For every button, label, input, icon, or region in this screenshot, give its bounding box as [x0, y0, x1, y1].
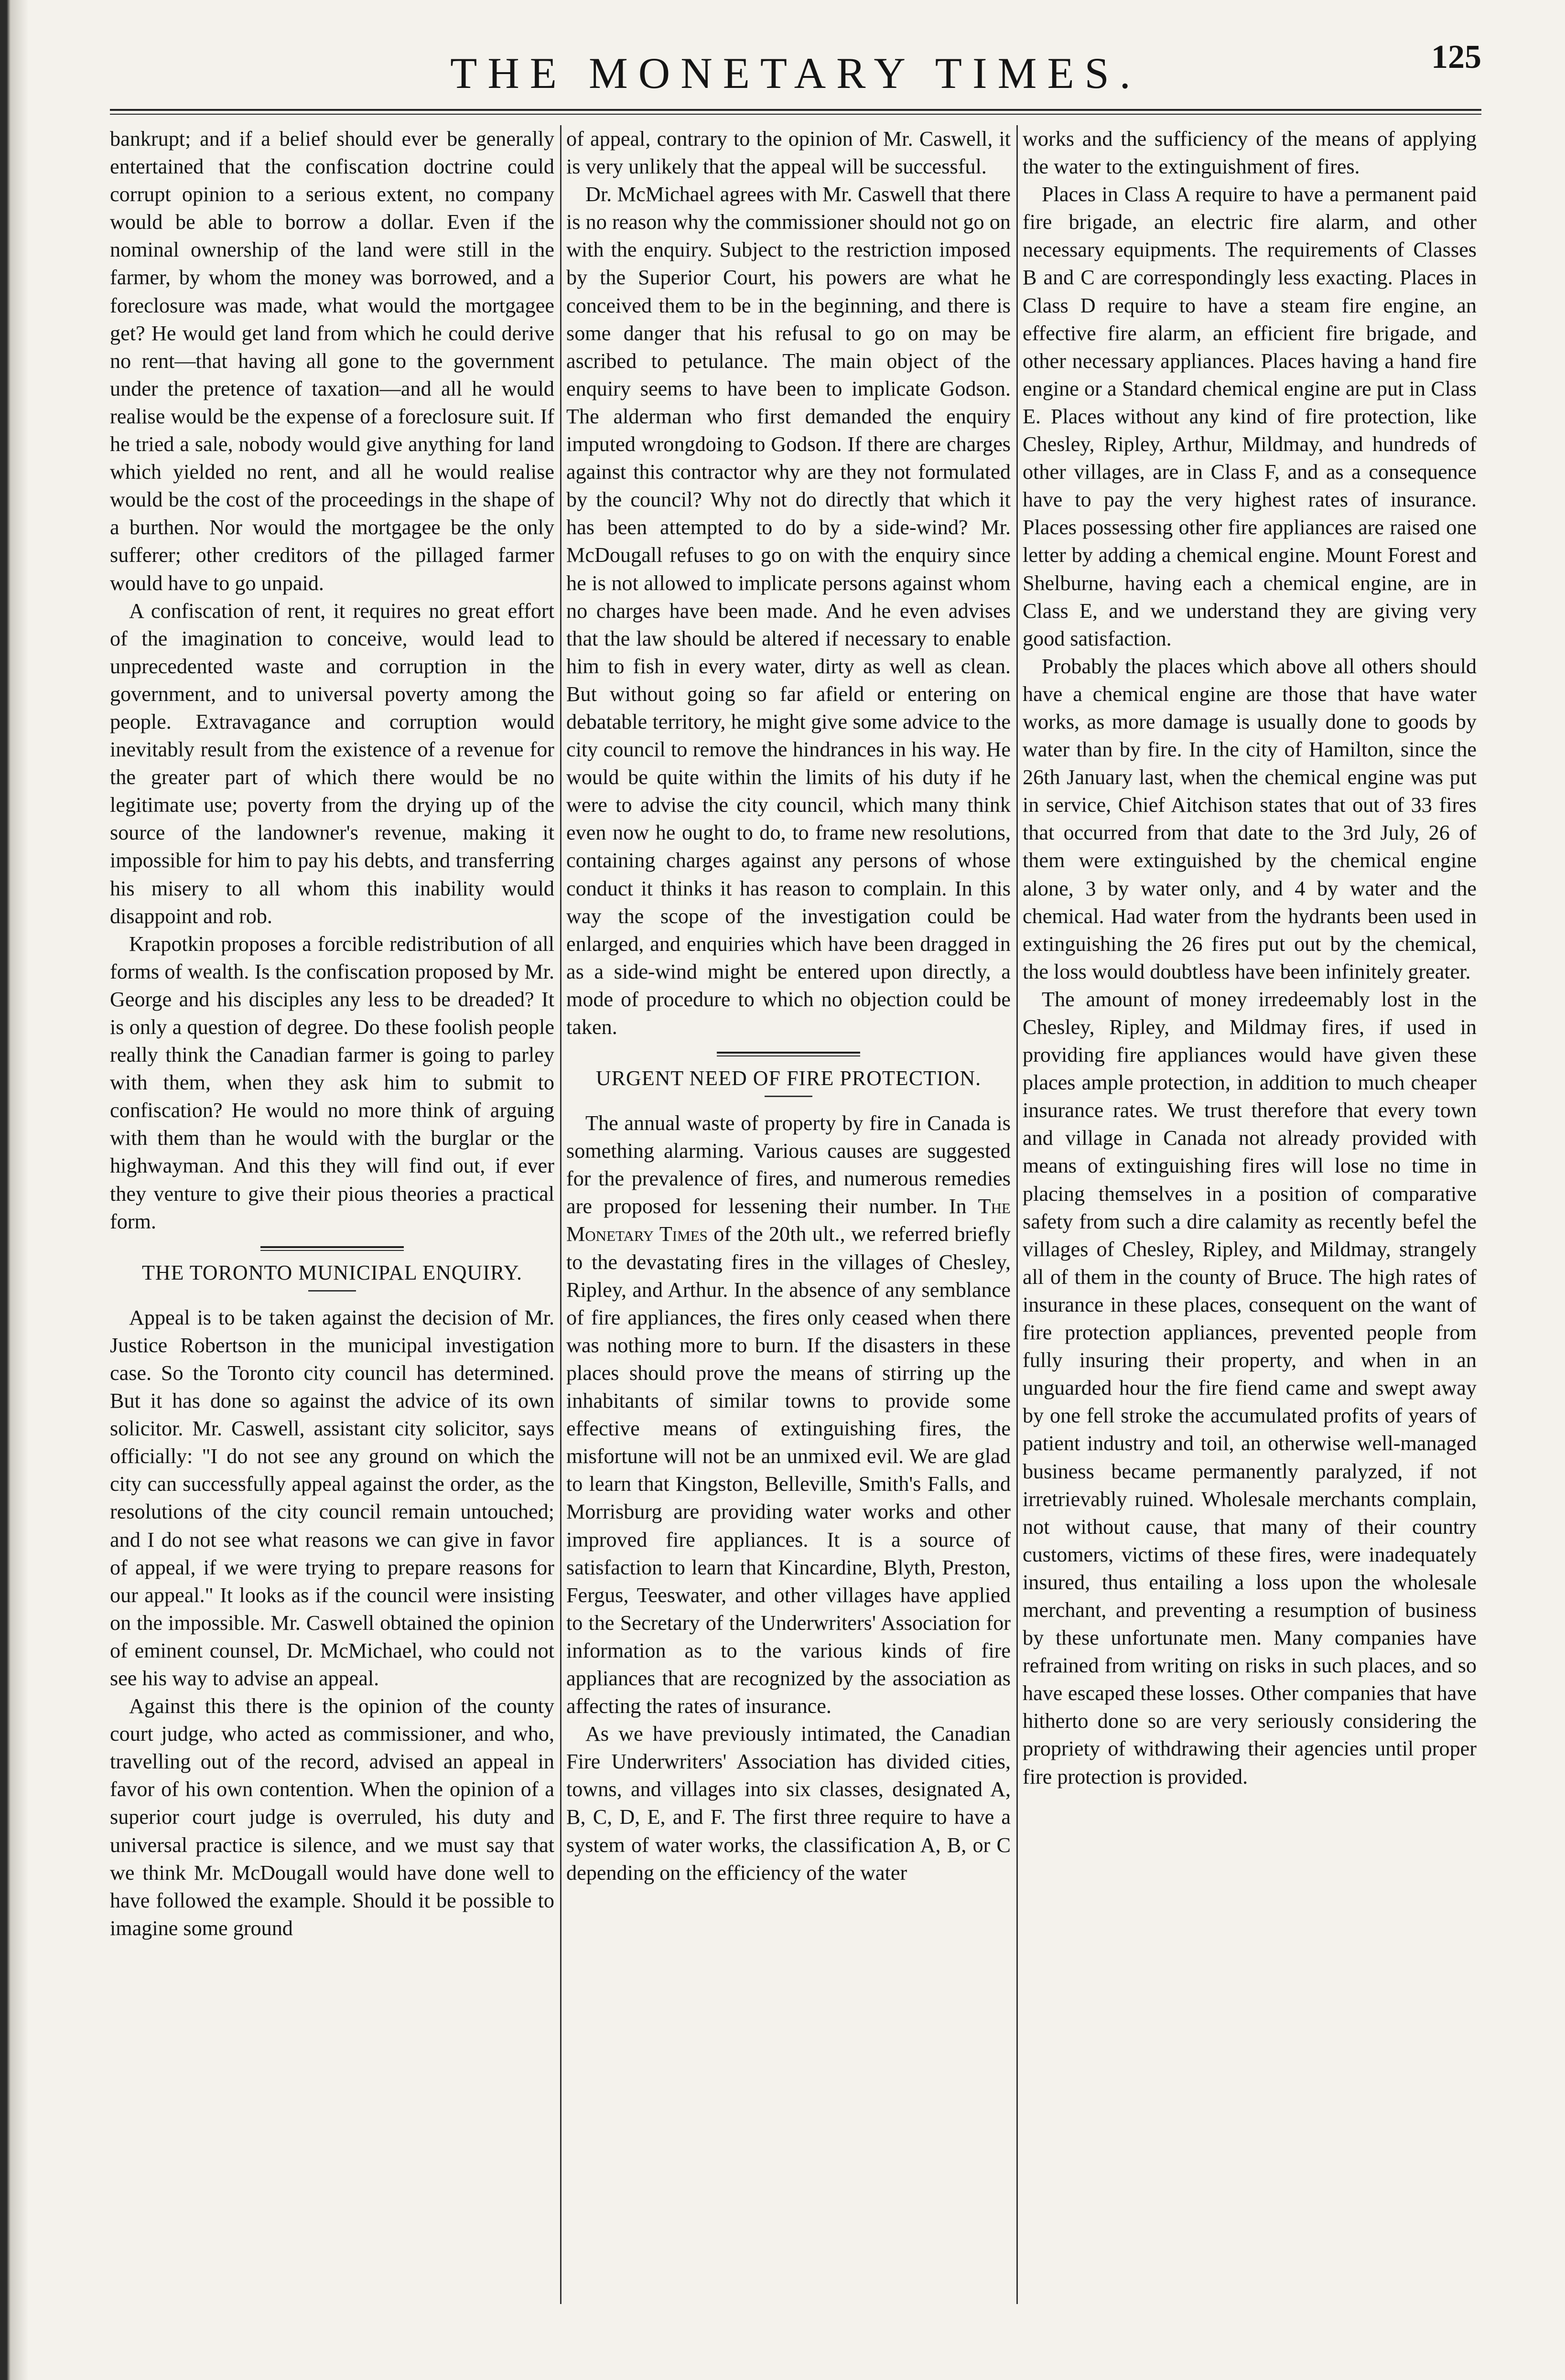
article-heading: THE TORONTO MUNICIPAL ENQUIRY.	[141, 1260, 522, 1284]
masthead-rule	[110, 109, 1481, 111]
column-divider	[560, 125, 561, 2304]
paragraph: bankrupt; and if a belief should ever be generally entertained that the confiscation doctrine could corrupt opinion to a serious extent, no company would be able to borrow a dollar. Even if the nominal ownership of the land were still in the farmer, by whom the money was borrowed, and a foreclosure was made, what would the mortgagee get? He would get land from which he could derive no rent—that having all gone to the government under the pretence of taxation—and all he would realise would be the expense of a foreclosure suit. If he tried a sale, nobody would give anything for land which yielded no rent, and all he would realise would be the cost of the proceedings in the shape of a burthen. Nor would the mortgagee be the only sufferer; other creditors of the pillaged farmer would have to go unpaid.	[110, 127, 554, 595]
paragraph: of appeal, contrary to the opinion of Mr. Caswell, it is very unlikely that the appeal will be successful.	[566, 127, 1011, 179]
paragraph-text: The annual waste of property by fire in Canada is something alarming. Various causes are suggested for the prevalence of fires, and numerous remedies are proposed for lessening their number. In	[566, 1111, 1011, 1218]
heading-rule	[308, 1290, 356, 1292]
article-heading: URGENT NEED OF FIRE PROTECTION.	[595, 1066, 982, 1090]
section-separator	[717, 1052, 860, 1056]
masthead	[110, 38, 1481, 119]
paragraph: Places in Class A require to have a permanent paid fire brigade, an electric fire alarm, and other necessary equipments. The requirements of Classes B and C are correspondingly less exacting. Places in Class D require to have a steam fire engine, an effective fire alarm, an efficient fire brigade, and other necessary appliances. Places having a hand fire engine or a Standard chemical engine are put in Class E. Places without any kind of fire protection, like Chesley, Ripley, Arthur, Mildmay, and hundreds of other villages, are in Class F, and as a consequence have to pay the very highest rates of insurance. Places possessing other fire appliances are raised one letter by adding a chemical engine. Mount Forest and Shelburne, having each a chemical engine, are in Class E, and we understand they are giving very good satisfaction.	[1023, 183, 1477, 650]
masthead-rule-thin	[110, 114, 1481, 115]
column-1	[110, 125, 554, 2304]
paragraph-text: of the 20th ult., we referred briefly to the devastating fires in the villages of Chesley, Ripley, and Arthur. In the absence of any semblance of fire appliances, the fires only ceased when there was nothing more to burn. If the disasters in these places should prove the means of stirring up the inhabitants of similar towns to provide some effective means of extinguishing fires, the misfortune will not be an unmixed evil. We are glad to learn that Kingston, Belleville, Smith's Falls, and Morrisburg are providing water works and other improved fire appliances. It is a source of satisfaction to learn that Kincardine, Blyth, Preston, Fergus, Teeswater, and other villages have applied to the Secretary of the Underwriters' Association for information as to the various kinds of fire appliances that are recognized by the association as affecting the rates of insurance.	[566, 1222, 1011, 1718]
publication-title: THE MONETARY TIMES.	[450, 49, 1141, 97]
paragraph: Appeal is to be taken against the decision of Mr. Justice Robertson in the municipal investigation case. So the Toronto city council has determined. But it has done so against the advice of its own solicitor. Mr. Caswell, assistant city solicitor, says officially: "I do not see any ground on which the city can successfully appeal against the order, as the resolutions of the city council remain untouched; and I do not see what reasons we can give in favor of appeal, if we were trying to prepare reasons for our appeal." It looks as if the council were insisting on the impossible. Mr. Caswell obtained the opinion of eminent counsel, Dr. McMichael, who could not see his way to advise an appeal.	[110, 1305, 554, 1690]
paragraph: Krapotkin proposes a forcible redistribution of all forms of wealth. Is the confiscation proposed by Mr. George and his disciples any less to be dreaded? It is only a question of degree. Do these foolish people really think the Canadian farmer is going to parley with them, when they ask him to submit to confiscation? He would no more think of arguing with them than he would with the burglar or the highwayman. And this they will find out, if ever they venture to give their pious theories a practical form.	[110, 932, 554, 1233]
page-number: 125	[1431, 39, 1481, 75]
section-separator	[260, 1246, 404, 1251]
paragraph: works and the sufficiency of the means of applying the water to the extinguishment of fires.	[1023, 127, 1477, 179]
paragraph: The amount of money irredeemably lost in the Chesley, Ripley, and Mildmay fires, if used in providing fire appliances would have given these places ample protection, in addition to much cheaper insurance rates. We trust therefore that every town and village in Canada not already provided with means of extinguishing fires will lose no time in placing themselves in a position of comparative safety from such a dire calamity as recently befel the villages of Chesley, Ripley, and Mildmay, strangely all of them in the county of Bruce. The high rates of insurance in these places, consequent on the want of fire protection appliances, prevented people from fully insuring their property, and when in an unguarded hour the fire fiend came and swept away by one fell stroke the accumulated profits of years of patient industry and toil, an otherwise well-managed business became permanently paralyzed, if not irretrievably ruined. Wholesale merchants complain, not without cause, that many of their country customers, victims of these fires, were inadequately insured, thus entailing a loss upon the wholesale merchant, and preventing a resumption of business by these unfortunate men. Many companies have refrained from writing on risks in such places, and so have escaped these losses. Other companies that have hitherto done so are very seriously considering the propriety of withdrawing their agencies until proper fire protection is provided.	[1023, 987, 1477, 1788]
paragraph: Against this there is the opinion of the county court judge, who acted as commissioner, and who, travelling out of the record, advised an appeal in favor of his own contention. When the opinion of a superior court judge is overruled, his duty and universal practice is silence, and we must say that we think Mr. McDougall would have done well to have followed the example. Should it be possible to imagine some ground	[110, 1694, 554, 1940]
heading-rule	[765, 1096, 812, 1097]
paragraph: As we have previously intimated, the Canadian Fire Underwriters' Association has divided cities, towns, and villages into six classes, designated A, B, C, D, E, and F. The first three require to have a system of water works, the classification A, B, or C depending on the efficiency of the water	[566, 1722, 1011, 1885]
column-divider	[1016, 125, 1018, 2304]
page-binding-edge	[0, 0, 29, 2380]
paragraph: Dr. McMichael agrees with Mr. Caswell that there is no reason why the commissioner should not go on with the enquiry. Subject to the restriction imposed by the Superior Court, his powers are what he conceived them to be in the beginning, and there is some danger that his refusal to go on may be ascribed to petulance. The main object of the enquiry seems to have been to implicate Godson. The alderman who first demanded the enquiry imputed wrongdoing to Godson. If there are charges against this contractor why are they not formulated by the council? Why not do directly that which it has been attempted to do by a side-wind? Mr. McDougall refuses to go on with the enquiry since he is not allowed to implicate persons against whom no charges have been made. And he even advises that the law should be altered if necessary to enable him to fish in every water, dirty as well as clean. But without going so far afield or entering on debatable territory, he might give some advice to the city council to remove the hindrances in his way. He would be quite within the limits of his duty if he were to advise the city council, which many think even now he ought to do, to frame new resolutions, containing charges against any persons of whose conduct it thinks it has reason to complain. In this way the scope of the investigation could be enlarged, and enquiries which have been dragged in as a side-wind might be entered upon directly, a mode of procedure to which no objection could be taken.	[566, 183, 1011, 1039]
column-2	[566, 125, 1011, 2304]
column-3	[1023, 125, 1477, 2304]
paragraph: A confiscation of rent, it requires no great effort of the imagination to conceive, would lead to unprecedented waste and corruption in the government, and to universal poverty among the people. Extravagance and corruption would inevitably result from the existence of a revenue for the greater part of which there would be no legitimate use; poverty from the drying up of the source of the landowner's revenue, making it impossible for him to pay his debts, and transferring his misery to all whom this inability would disappoint and rob.	[110, 599, 554, 928]
paragraph	[566, 1109, 1011, 1720]
publication-name: The Monetary Times	[566, 1195, 1011, 1246]
paragraph: Probably the places which above all others should have a chemical engine are those that have water works, as more damage is usually done to goods by water than by fire. In the city of Hamilton, since the 26th January last, when the chemical engine was put in service, Chief Aitchison states that out of 33 fires that occurred from that date to the 3rd July, 26 of them were extinguished by the chemical engine alone, 3 by water only, and 4 by water and the chemical. Had water from the hydrants been used in extinguishing the 26 fires put out by the chemical, the loss would doubtless have been infinitely greater.	[1023, 654, 1477, 983]
